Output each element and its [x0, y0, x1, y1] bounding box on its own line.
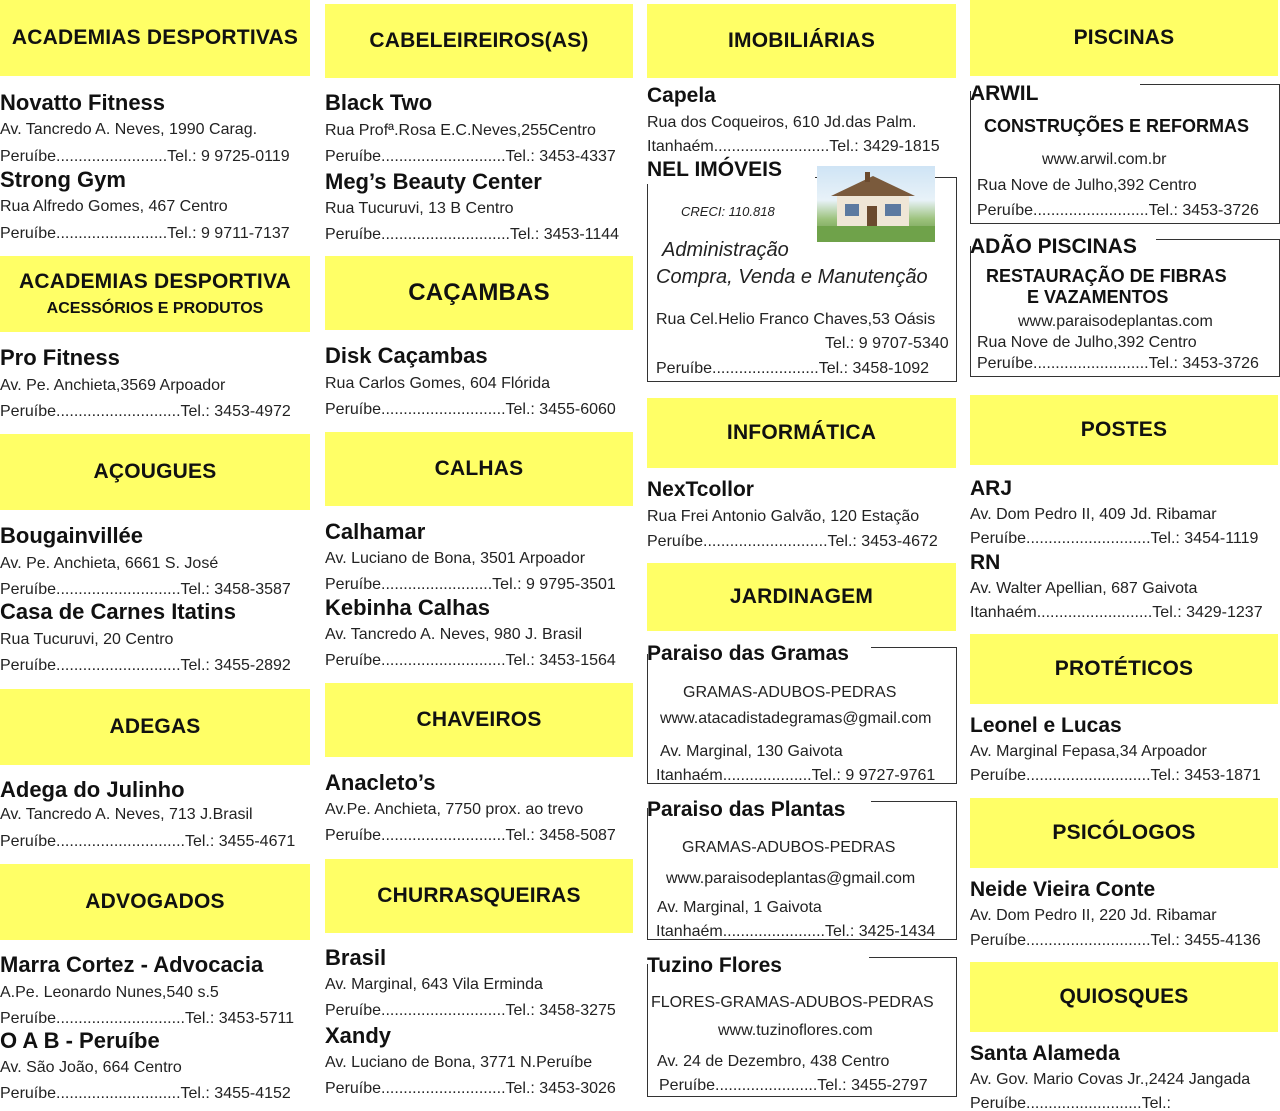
category-title: INFORMÁTICA — [726, 421, 877, 444]
category-subtitle: ACESSÓRIOS E PRODUTOS — [46, 300, 264, 317]
business-phone: Peruíbe............................Tel.: 3453-4672 — [647, 533, 938, 550]
business-name: ADÃO PISCINAS — [970, 235, 1137, 258]
ad-line: RESTAURAÇÃO DE FIBRAS — [986, 266, 1227, 286]
business-name: Paraiso das Gramas — [647, 642, 849, 665]
category-header-proteticos — [970, 634, 1278, 704]
category-header-cacambas — [325, 256, 633, 330]
category-title: IMOBILIÁRIAS — [727, 29, 876, 52]
business-name: ARJ — [970, 477, 1013, 500]
business-phone: Peruíbe............................Tel.: 3455-2892 — [0, 657, 291, 674]
business-phone: Peruíbe.........................Tel.: 9 9795-3501 — [325, 576, 616, 593]
business-phone: Itanhaém..........................Tel.: 3429-1237 — [970, 604, 1263, 621]
business-phone: Peruíbe............................Tel.: 3455-4136 — [970, 932, 1261, 949]
business-address: Rua Tucuruvi, 20 Centro — [0, 631, 174, 648]
business-name: Black Two — [325, 90, 433, 115]
business-address: Rua Carlos Gomes, 604 Flórida — [325, 375, 550, 392]
business-phone: Peruíbe........................Tel.: 3458-1092 — [656, 360, 930, 377]
ad-line: E VAZAMENTOS — [1027, 287, 1169, 307]
business-name: Neide Vieira Conte — [970, 878, 1156, 901]
category-header-chaveiros — [325, 683, 633, 757]
business-phone: Peruíbe..........................Tel.: — [970, 1095, 1171, 1111]
business-phone: Peruíbe.............................Tel.: 3453-5711 — [0, 1010, 295, 1027]
business-phone: Peruíbe............................Tel.: 3455-6060 — [325, 401, 616, 418]
business-phone: Peruíbe..........................Tel.: 3453-3726 — [977, 202, 1259, 219]
business-phone: Peruíbe............................Tel.: 3453-1871 — [970, 767, 1261, 784]
category-title: JARDINAGEM — [729, 585, 874, 608]
business-name: Meg’s Beauty Center — [325, 169, 542, 194]
category-title: CABELEIREIROS(AS) — [369, 29, 589, 52]
business-phone: Peruíbe.............................Tel.: 3453-1144 — [325, 226, 620, 243]
business-address: Av. Pe. Anchieta,3569 Arpoador — [0, 377, 226, 394]
business-address: Av. Pe. Anchieta, 6661 S. José — [0, 555, 219, 572]
category-header-quiosques — [970, 962, 1278, 1032]
business-name: Casa de Carnes Itatins — [0, 599, 236, 624]
business-name: Kebinha Calhas — [325, 595, 491, 620]
category-title: ACADEMIAS DESPORTIVAS — [11, 26, 299, 49]
business-address: Av. Dom Pedro II, 220 Jd. Ribamar — [970, 907, 1217, 924]
category-header-adegas — [0, 689, 310, 765]
business-phone: Peruíbe.........................Tel.: 9 9711-7137 — [0, 225, 290, 242]
category-header-calhas — [325, 432, 633, 506]
business-address: Rua dos Coqueiros, 610 Jd.das Palm. — [647, 114, 917, 131]
business-name: Marra Cortez - Advocacia — [0, 952, 264, 977]
business-name: RN — [970, 551, 1001, 574]
business-address: Rua Tucuruvi, 13 B Centro — [325, 200, 514, 217]
category-title: ADEGAS — [109, 715, 201, 738]
business-name: Novatto Fitness — [0, 90, 166, 115]
ad-website: www.arwil.com.br — [1042, 151, 1167, 168]
category-header-cabeleireiros — [325, 4, 633, 78]
business-address: Av.Pe. Anchieta, 7750 prox. ao trevo — [325, 801, 584, 818]
ad-line: GRAMAS-ADUBOS-PEDRAS — [683, 684, 897, 701]
category-header-imobiliarias — [647, 4, 956, 78]
business-name: Disk Caçambas — [325, 343, 488, 368]
ad-website: www.tuzinoflores.com — [718, 1022, 873, 1039]
business-name: Tuzino Flores — [647, 954, 782, 977]
ad-line: Compra, Venda e Manutenção — [656, 266, 928, 288]
category-header-churrasqueiras — [325, 859, 633, 933]
business-name: O A B - Peruíbe — [0, 1028, 160, 1053]
business-phone: Peruíbe.......................Tel.: 3455-2797 — [659, 1077, 928, 1094]
category-header-postes — [970, 395, 1278, 465]
business-name: Santa Alameda — [970, 1042, 1120, 1065]
column-3 — [647, 0, 959, 1111]
business-address: Rua Nove de Julho,392 Centro — [977, 177, 1197, 194]
category-title: PSICÓLOGOS — [1052, 821, 1196, 844]
business-phone: Peruíbe............................Tel.: 3458-5087 — [325, 827, 616, 844]
business-phone: Itanhaém..........................Tel.: 3429-1815 — [647, 138, 940, 155]
business-name: Pro Fitness — [0, 345, 120, 370]
business-address: Av. Tancredo A. Neves, 713 J.Brasil — [0, 806, 253, 823]
house-image — [817, 166, 935, 242]
business-address: Av. Luciano de Bona, 3501 Arpoador — [325, 550, 586, 567]
category-header-piscinas — [970, 0, 1278, 76]
business-address: Av. Gov. Mario Covas Jr.,2424 Jangada — [970, 1071, 1251, 1088]
business-address: Av. Walter Apellian, 687 Gaivota — [970, 580, 1198, 597]
business-name: Brasil — [325, 945, 387, 970]
category-header-academias — [0, 0, 310, 76]
ad-email: www.atacadistadegramas@gmail.com — [660, 710, 932, 727]
business-address: Av. 24 de Dezembro, 438 Centro — [657, 1053, 890, 1070]
business-phone: Peruíbe............................Tel.: 3453-4337 — [325, 148, 616, 165]
business-name: Bougainvillée — [0, 523, 144, 548]
category-title: CHURRASQUEIRAS — [377, 884, 581, 907]
business-name: Xandy — [325, 1023, 392, 1048]
business-phone: Itanhaém....................Tel.: 9 9727-9761 — [656, 767, 936, 784]
business-phone: Peruíbe............................Tel.: 3453-4972 — [0, 403, 291, 420]
business-phone: Itanhaém.......................Tel.: 3425-1434 — [656, 923, 936, 940]
business-address: Av. Marginal Fepasa,34 Arpoador — [970, 743, 1207, 760]
business-phone: Peruíbe.........................Tel.: 9 9725-0119 — [0, 148, 290, 165]
category-header-informatica — [647, 398, 956, 468]
category-header-psicologos — [970, 798, 1278, 868]
business-name: Adega do Julinho — [0, 777, 185, 802]
business-name: Calhamar — [325, 519, 426, 544]
ad-line: FLORES-GRAMAS-ADUBOS-PEDRAS — [651, 994, 934, 1011]
category-title: ACADEMIAS DESPORTIVA — [19, 270, 291, 293]
ad-line: CONSTRUÇÕES E REFORMAS — [984, 116, 1250, 136]
business-address: Rua Alfredo Gomes, 467 Centro — [0, 198, 228, 215]
category-title: POSTES — [1080, 418, 1168, 441]
business-address: Av. Dom Pedro II, 409 Jd. Ribamar — [970, 506, 1217, 523]
business-phone: Peruíbe............................Tel.: 3454-1119 — [970, 530, 1259, 547]
business-phone: Peruíbe............................Tel.: 3458-3587 — [0, 581, 291, 598]
category-header-jardinagem — [647, 563, 956, 631]
business-address: Rua Profª.Rosa E.C.Neves,255Centro — [325, 122, 596, 139]
business-name: NexTcollor — [647, 478, 754, 501]
business-name: Anacleto’s — [325, 770, 436, 795]
business-address: Av. Marginal, 643 Vila Erminda — [325, 976, 543, 993]
business-address: Av. Marginal, 1 Gaivota — [657, 899, 822, 916]
business-address: Av. Marginal, 130 Gaivota — [660, 743, 843, 760]
column-1 — [0, 0, 312, 1111]
business-address: Rua Frei Antonio Galvão, 120 Estação — [647, 508, 920, 525]
business-address: Av. São João, 664 Centro — [0, 1059, 182, 1076]
category-header-advogados — [0, 864, 310, 940]
category-title: PISCINAS — [1073, 26, 1175, 49]
category-title: CALHAS — [434, 457, 524, 480]
category-title: ADVOGADOS — [85, 890, 225, 913]
business-phone: Peruíbe............................Tel.: 3455-4152 — [0, 1085, 291, 1102]
business-name: NEL IMÓVEIS — [647, 158, 782, 181]
business-name: Leonel e Lucas — [970, 714, 1122, 737]
ad-website: www.paraisodeplantas.com — [1018, 313, 1213, 330]
creci-text: CRECI: 110.818 — [681, 204, 775, 219]
business-phone: Peruíbe............................Tel.: 3453-1564 — [325, 652, 616, 669]
ad-line: GRAMAS-ADUBOS-PEDRAS — [682, 839, 896, 856]
business-phone: Peruíbe............................Tel.: 3458-3275 — [325, 1002, 616, 1019]
business-name: Paraiso das Plantas — [647, 798, 846, 821]
business-address: Av. Tancredo A. Neves, 1990 Carag. — [0, 121, 258, 138]
category-title: QUIOSQUES — [1059, 985, 1189, 1008]
category-title: PROTÉTICOS — [1054, 657, 1194, 680]
business-name: Capela — [647, 84, 716, 107]
business-address: Rua Nove de Julho,392 Centro — [977, 334, 1197, 351]
business-phone: Peruíbe............................Tel.: 3453-3026 — [325, 1080, 616, 1097]
column-4 — [970, 0, 1280, 1111]
business-address: Rua Cel.Helio Franco Chaves,53 Oásis — [656, 311, 936, 328]
column-2 — [325, 0, 635, 1111]
business-address: Av. Tancredo A. Neves, 980 J. Brasil — [325, 626, 583, 643]
ad-email: www.paraisodeplantas@gmail.com — [666, 870, 916, 887]
category-title: CAÇAMBAS — [408, 279, 550, 306]
business-name: ARWIL — [970, 82, 1039, 105]
business-phone: Tel.: 9 9707-5340 — [825, 335, 949, 352]
category-header-academias-acessorios — [0, 256, 310, 332]
business-address: A.Pe. Leonardo Nunes,540 s.5 — [0, 984, 219, 1001]
business-address: Av. Luciano de Bona, 3771 N.Peruíbe — [325, 1054, 593, 1071]
business-name: Strong Gym — [0, 167, 126, 192]
category-title: CHAVEIROS — [416, 708, 542, 731]
ad-line: Administração — [662, 239, 789, 261]
business-phone: Peruíbe.............................Tel.: 3455-4671 — [0, 833, 296, 850]
category-title: AÇOUGUES — [93, 460, 217, 483]
business-phone: Peruíbe..........................Tel.: 3453-3726 — [977, 355, 1259, 372]
category-header-acougues — [0, 434, 310, 510]
